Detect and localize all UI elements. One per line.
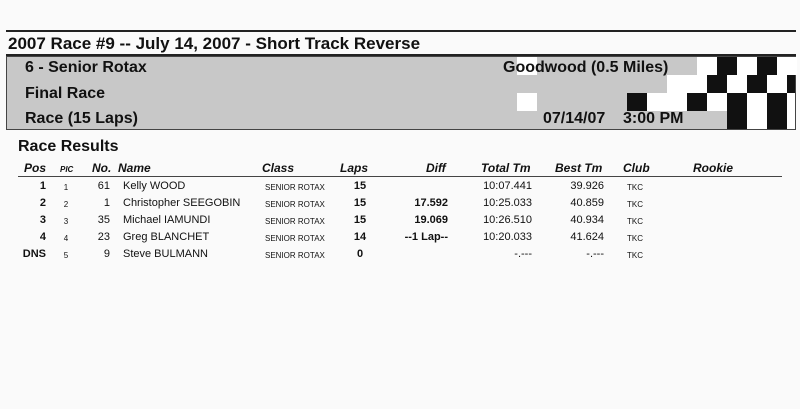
class-cell: SENIOR ROTAX: [265, 234, 325, 243]
race-laps: Race (15 Laps): [25, 110, 138, 127]
header-club: Club: [623, 161, 650, 175]
header-no: No.: [92, 161, 112, 175]
total-time-cell: 10:07.441: [483, 180, 532, 192]
laps-cell: 15: [353, 214, 367, 226]
page-title: 2007 Race #9 -- July 14, 2007 - Short Track Reverse: [6, 30, 796, 56]
laps-cell: 15: [353, 197, 367, 209]
diff-cell: 19.069: [414, 214, 448, 226]
table-row: [0, 248, 800, 265]
session-name: Final Race: [25, 85, 106, 102]
pos-cell: DNS: [22, 248, 46, 260]
best-time-cell: -.---: [586, 248, 604, 260]
total-time-cell: 10:26.510: [483, 214, 532, 226]
header-laps: Laps: [340, 161, 369, 175]
pos-cell: 1: [39, 180, 46, 192]
total-time-cell: 10:25.033: [483, 197, 532, 209]
laps-cell: 15: [353, 180, 367, 192]
diff-cell: 17.592: [414, 197, 448, 209]
number-cell: 9: [103, 248, 110, 260]
pic-cell: 4: [63, 234, 69, 243]
driver-name-cell: Christopher SEEGOBIN: [123, 197, 241, 209]
header-name: Name: [118, 161, 151, 175]
driver-name-cell: Steve BULMANN: [123, 248, 208, 260]
table-row: [0, 180, 800, 197]
pic-cell: 5: [63, 251, 69, 260]
pic-cell: 2: [63, 200, 69, 209]
header-best-tm: Best Tm: [555, 161, 603, 175]
race-time: 3:00 PM: [623, 110, 684, 127]
club-cell: TKC: [627, 251, 643, 260]
pic-cell: 3: [63, 217, 69, 226]
table-row: [0, 197, 800, 214]
best-time-cell: 39.926: [570, 180, 604, 192]
number-cell: 35: [97, 214, 110, 226]
club-cell: TKC: [627, 200, 643, 209]
number-cell: 23: [97, 231, 110, 243]
race-info-panel: [6, 56, 796, 130]
diff-cell: --1 Lap--: [404, 231, 448, 243]
table-row: [0, 214, 800, 231]
pos-cell: 4: [39, 231, 46, 243]
number-cell: 1: [103, 197, 110, 209]
club-cell: TKC: [627, 183, 643, 192]
table-row: [0, 231, 800, 248]
class-cell: SENIOR ROTAX: [265, 200, 325, 209]
club-cell: TKC: [627, 217, 643, 226]
laps-cell: 0: [356, 248, 364, 260]
laps-cell: 14: [353, 231, 367, 243]
total-time-cell: 10:20.033: [483, 231, 532, 243]
class-cell: SENIOR ROTAX: [265, 183, 325, 192]
header-pic: PIC: [60, 165, 74, 174]
pos-cell: 3: [39, 214, 46, 226]
driver-name-cell: Greg BLANCHET: [123, 231, 210, 243]
header-rookie: Rookie: [693, 161, 734, 175]
class-name: 6 - Senior Rotax: [25, 59, 147, 76]
club-cell: TKC: [627, 234, 643, 243]
race-date: 07/14/07: [543, 110, 606, 127]
best-time-cell: 40.859: [570, 197, 604, 209]
class-cell: SENIOR ROTAX: [265, 251, 325, 260]
header-class: Class: [262, 161, 295, 175]
best-time-cell: 40.934: [570, 214, 604, 226]
header-pos: Pos: [24, 161, 47, 175]
pic-cell: 1: [63, 183, 69, 192]
total-time-cell: -.---: [514, 248, 532, 260]
class-cell: SENIOR ROTAX: [265, 217, 325, 226]
number-cell: 61: [97, 180, 110, 192]
track-name: Goodwood (0.5 Miles): [503, 59, 669, 76]
section-title: Race Results: [18, 138, 119, 155]
header-diff: Diff: [426, 161, 446, 175]
header-total-tm: Total Tm: [481, 161, 531, 175]
driver-name-cell: Michael IAMUNDI: [123, 214, 211, 226]
pos-cell: 2: [39, 197, 46, 209]
header-divider: [18, 176, 782, 177]
best-time-cell: 41.624: [570, 231, 604, 243]
driver-name-cell: Kelly WOOD: [123, 180, 186, 192]
